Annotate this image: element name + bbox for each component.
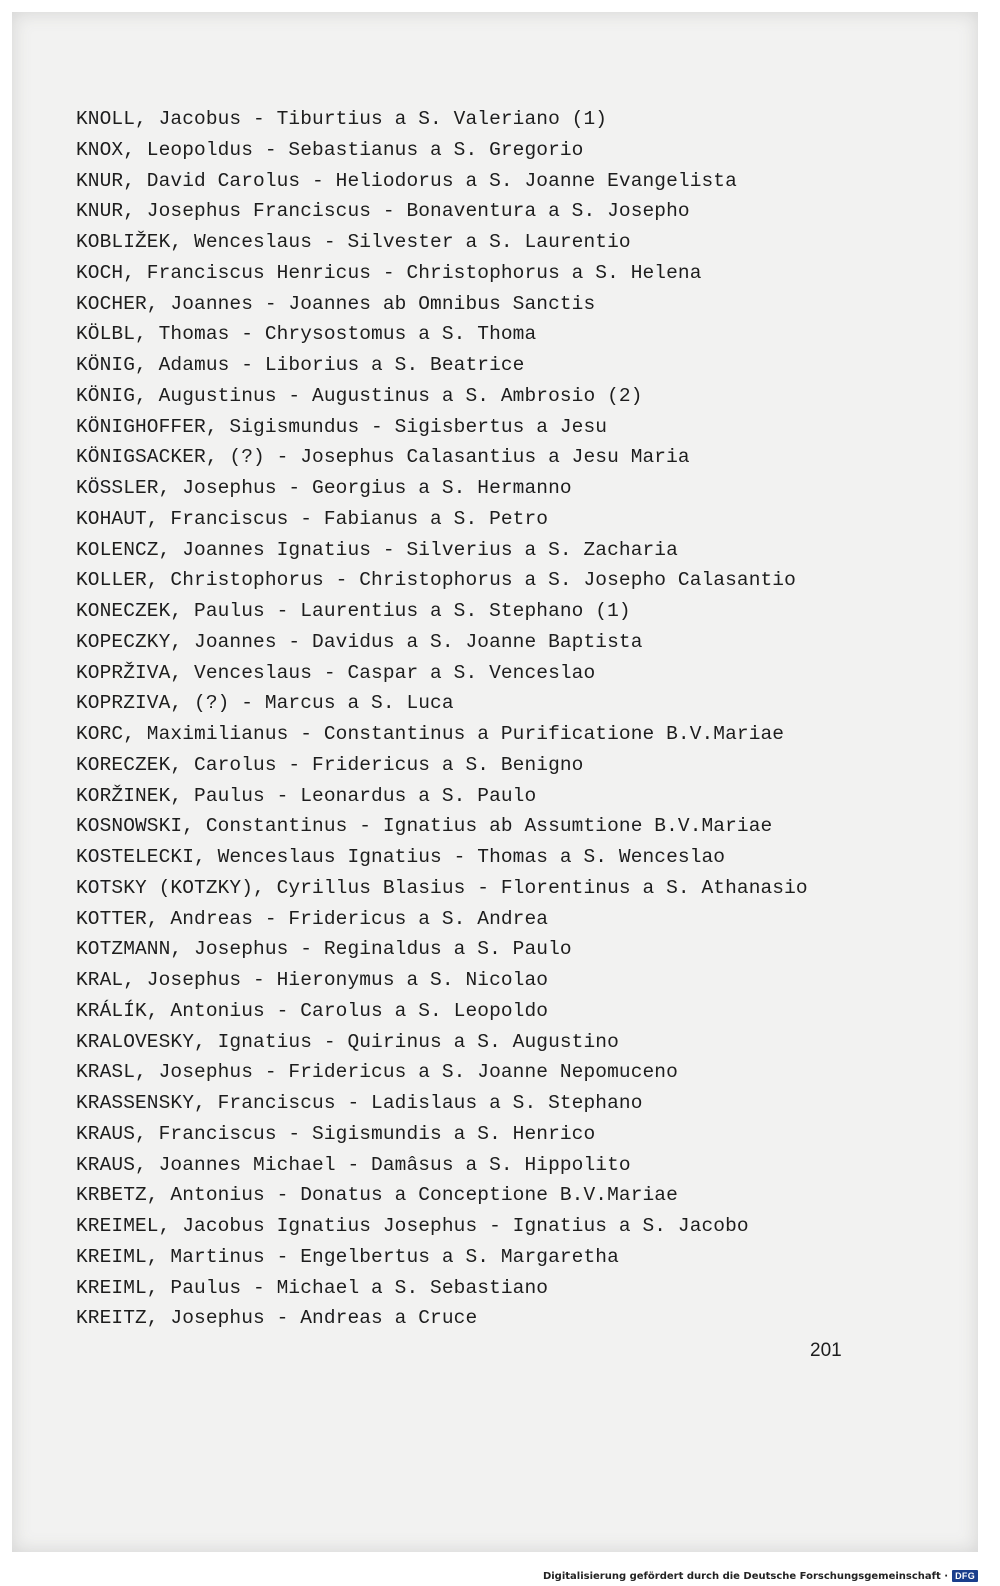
register-entry: KOCHER, Joannes - Joannes ab Omnibus Sanctis	[76, 292, 596, 315]
register-entry: KOSTELECKI, Wenceslaus Ignatius - Thomas a S. Wenceslao	[76, 846, 726, 868]
register-entry: KÖNIGHOFFER, Sigismundus - Sigisbertus a Jesu	[76, 415, 608, 438]
register-entry: KREIML, Martinus - Engelbertus a S. Margaretha	[76, 1245, 619, 1268]
register-entry: KRASL, Josephus - Fridericus a S. Joanne Nepomuceno	[76, 1061, 678, 1084]
register-entry: KÖNIGSACKER, (?) - Josephus Calasantius a Jesu Maria	[76, 446, 690, 469]
register-entry: KONECZEK, Paulus - Laurentius a S. Stephano (1)	[76, 600, 631, 622]
register-entry: KÖSSLER, Josephus - Georgius a S. Hermanno	[76, 477, 572, 499]
register-entry: KÖNIG, Augustinus - Augustinus a S. Ambrosio (2)	[76, 384, 643, 407]
register-entry: KNOLL, Jacobus - Tiburtius a S. Valeriano (1)	[76, 108, 608, 130]
digitization-credit	[543, 1570, 978, 1582]
register-entry: KOLLER, Christophorus - Christophorus a S. Josepho Calasantio	[76, 569, 796, 592]
register-entry: KÖNIG, Adamus - Liborius a S. Beatrice	[76, 354, 525, 376]
register-entry: KREIMEL, Jacobus Ignatius Josephus - Ignatius a S. Jacobo	[76, 1215, 749, 1237]
register-entry: KOSNOWSKI, Constantinus - Ignatius ab Assumtione B.V.Mariae	[76, 815, 773, 838]
register-entry: KOPRŽIVA, Venceslaus - Caspar a S. Venceslao	[76, 661, 596, 684]
digitization-credit-text: Digitalisierung gefördert durch die Deutsche Forschungsgemeinschaft ·	[542, 1570, 949, 1582]
register-entry: KORECZEK, Carolus - Fridericus a S. Benigno	[76, 753, 584, 776]
register-entry: KOPECZKY, Joannes - Davidus a S. Joanne Baptista	[76, 630, 643, 653]
register-entry: KORC, Maximilianus - Constantinus a Purificatione B.V.Mariae	[76, 723, 785, 745]
register-entry: KOTZMANN, Josephus - Reginaldus a S. Paulo	[76, 938, 572, 961]
register-entry: KRALOVESKY, Ignatius - Quirinus a S. Augustino	[76, 1030, 619, 1053]
register-entry: KRAUS, Joannes Michael - Damâsus a S. Hippolito	[76, 1153, 631, 1176]
register-entry: KOPRZIVA, (?) - Marcus a S. Luca	[76, 692, 454, 715]
register-entry: KRAL, Josephus - Hieronymus a S. Nicolao	[76, 969, 549, 991]
register-entry: KORŽINEK, Paulus - Leonardus a S. Paulo	[76, 784, 537, 807]
register-entry: KREIML, Paulus - Michael a S. Sebastiano	[76, 1276, 549, 1299]
register-entry: KOHAUT, Franciscus - Fabianus a S. Petro	[76, 507, 549, 530]
register-entry: KRBETZ, Antonius - Donatus a Conceptione B.V.Mariae	[76, 1184, 678, 1207]
register-entry: KOCH, Franciscus Henricus - Christophorus a S. Helena	[76, 261, 702, 284]
register-entry: KNUR, David Carolus - Heliodorus a S. Joanne Evangelista	[76, 169, 737, 192]
register-entry: KÖLBL, Thomas - Chrysostomus a S. Thoma	[76, 323, 537, 346]
register-entry: KOBLIŽEK, Wenceslaus - Silvester a S. Laurentio	[76, 231, 631, 253]
register-entry: KOLENCZ, Joannes Ignatius - Silverius a S. Zacharia	[76, 538, 678, 561]
page-number: 201	[810, 1340, 842, 1361]
dfg-logo: DFG	[952, 1570, 978, 1582]
register-entry: KREITZ, Josephus - Andreas a Cruce	[76, 1307, 478, 1330]
register-entry: KNUR, Josephus Franciscus - Bonaventura a S. Josepho	[76, 200, 690, 223]
register-entry: KOTTER, Andreas - Fridericus a S. Andrea	[76, 907, 549, 930]
register-entry: KRASSENSKY, Franciscus - Ladislaus a S. Stephano	[76, 1092, 643, 1114]
register-entry: KRAUS, Franciscus - Sigismundis a S. Henrico	[76, 1122, 596, 1145]
register-entry: KRÁLÍK, Antonius - Carolus a S. Leopoldo	[76, 999, 549, 1022]
register-entry-list	[76, 104, 808, 1334]
register-entry: KOTSKY (KOTZKY), Cyrillus Blasius - Florentinus a S. Athanasio	[76, 876, 808, 899]
register-entry: KNOX, Leopoldus - Sebastianus a S. Gregorio	[76, 138, 584, 161]
